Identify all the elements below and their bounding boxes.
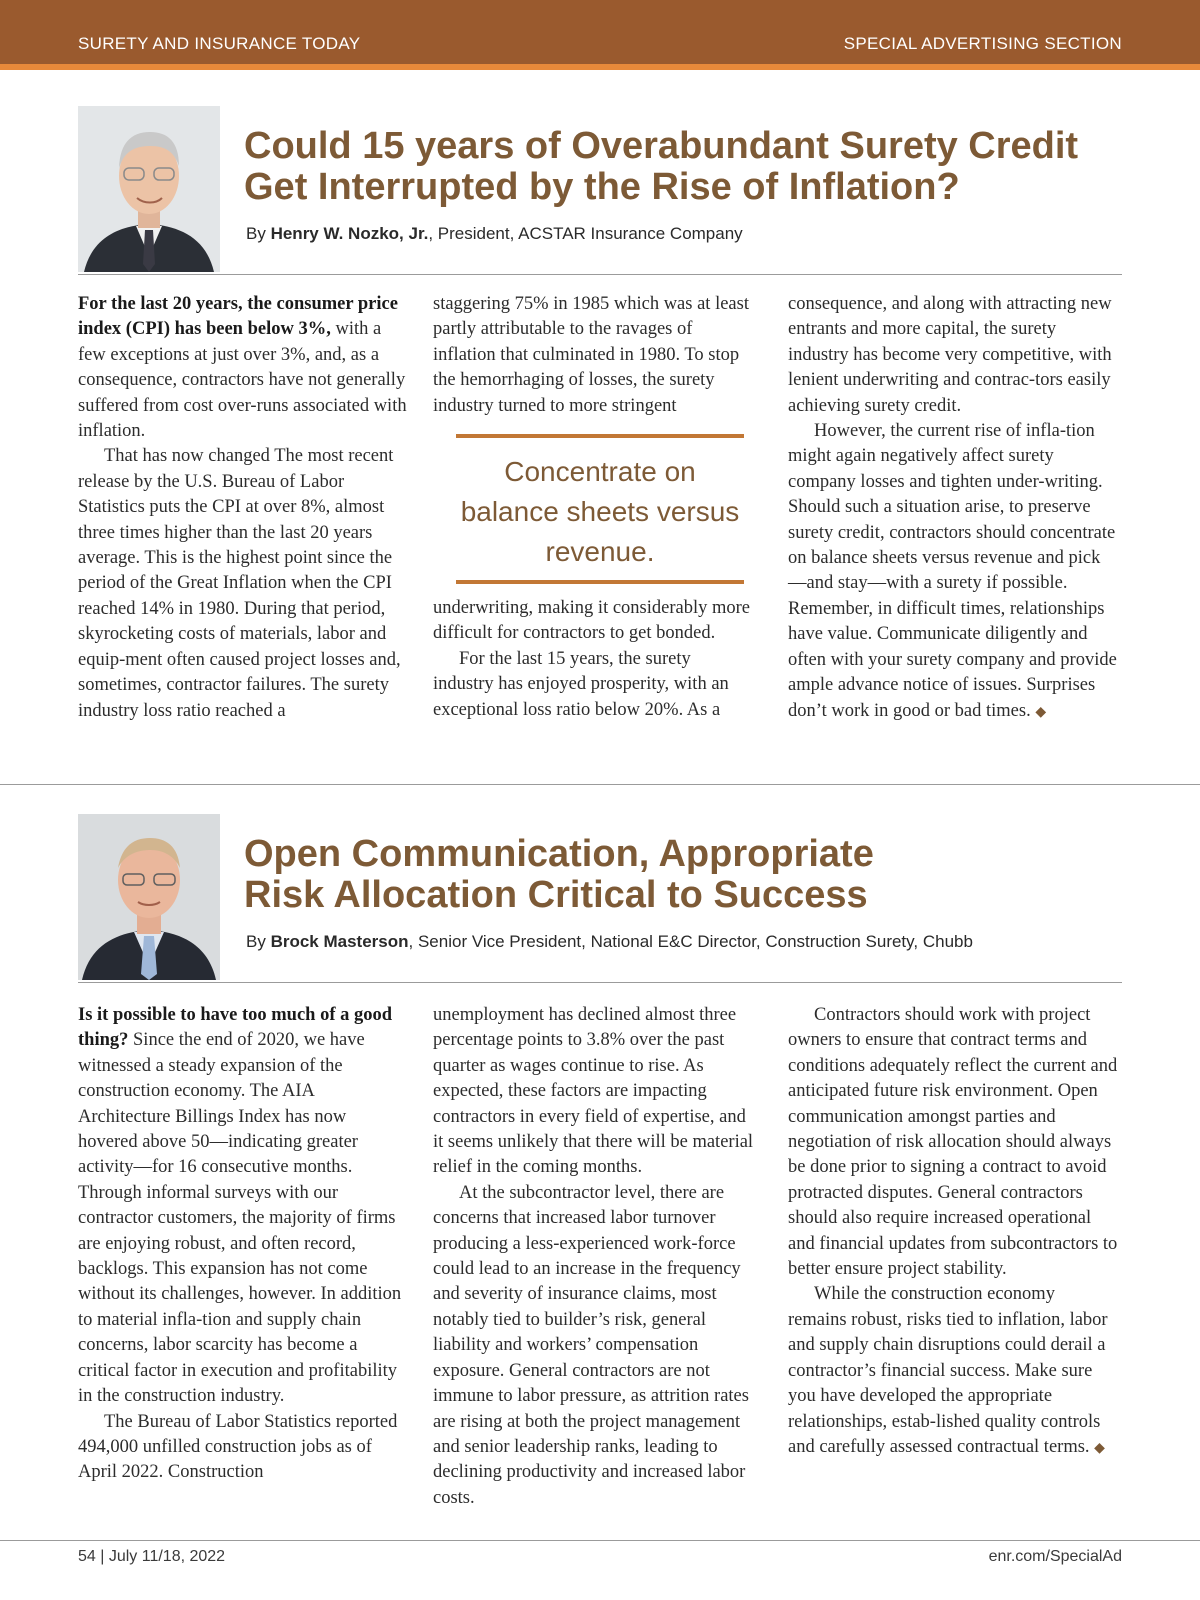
diamond-end-mark-icon: ◆ [1094,1440,1105,1456]
article-2-column-3 [788,1003,1118,1461]
article-1-author-name: Henry W. Nozko, Jr. [270,224,429,243]
byline-prefix: By [246,224,266,243]
article-1-paragraph: That has now changed The most recent release by the U.S. Bureau of Labor Statistics puts the CPI at over 8%, almost three times higher than the last 20 years average. This is the highest point since the period of the Great Inflation when the CPI reached 14% in 1980. During that period, skyrocketing costs of materials, labor and equip-ment often caused project losses and, sometimes, contractor failures. The surety industry loss ratio reached a [78,446,401,721]
article-1-paragraph: underwriting, making it considerably more difficult for contractors to get bonded. [433,598,750,644]
article-2-column-1 [78,1003,408,1486]
article-2-title-line-2: Risk Allocation Critical to Success [244,874,868,916]
article-1-author-role: , President, ACSTAR Insurance Company [428,224,743,243]
article-1-title-rule [78,274,1122,275]
page-number-date: 54 | July 11/18, 2022 [78,1548,226,1565]
article-1-column-3 [788,292,1118,725]
article-1-title [244,126,1124,208]
article-1-paragraph: For the last 15 years, the surety industry has enjoyed prosperity, with an exceptional loss ratio below 20%. As a [433,648,729,720]
article-2-paragraph: While the construction economy remains robust, risks tied to inflation, labor and supply chain disruptions could derail a contractor’s financial success. Make sure you have developed the appropriate relationships, estab-lished quality controls and carefully assessed contractual terms. ◆ [788,1284,1108,1457]
article-2-byline [246,932,1146,952]
article-2-title-line-1: Open Communication, Appropriate [244,833,874,875]
article-1-lead-in: For the last 20 years, the consumer price index (CPI) has been below 3%, [78,294,398,340]
article-1-column-2-bottom [433,596,753,723]
article-2-paragraph: Contractors should work with project owners to ensure that contract terms and conditions adequately reflect the current and anticipated future risk environment. Open communication amongst parties and negotiation of risk allocation should always be done prior to signing a contract to avoid protracted disputes. General contractors should also require increased operational and financial updates from subcontractors to better ensure project stability. [788,1005,1118,1280]
article-2-author-name: Brock Masterson [270,932,409,951]
article-2-paragraph: Is it possible to have too much of a good thing? Since the end of 2020, we have witnessed a steady expansion of the construction economy. The AIA Architecture Billings Index has now hovered above 50—indicating greater activity—for 16 consecutive months. Through informal surveys with our contractor customers, the majority of firms are enjoying robust, and often record, backlogs. This expansion has not come without its challenges, however. In addition to material infla-tion and supply chain concerns, labor scarcity has become a critical factor in execution and profitability in the construction industry. [78,1005,402,1407]
publication-section-label: SURETY AND INSURANCE TODAY [78,34,361,53]
article-1-byline [246,224,1146,244]
article-1-paragraph: However, the current rise of infla-tion might again negatively affect surety company losses and tighten under-writing. Should such a situation arise, to preserve surety credit, contractors should concentrate on balance sheets versus revenue and pick—and stay—with a surety if possible. Remember, in difficult times, relationships have value. Communicate diligently and often with your surety company and provide ample advance notice of issues. Surprises don’t work in good or bad times. ◆ [788,421,1117,721]
article-2-lead-in: Is it possible to have too much of a good thing? [78,1005,393,1051]
article-1-title-line-2: Get Interrupted by the Rise of Inflation? [244,166,960,208]
article-1-column-2-top [433,292,753,419]
byline-prefix: By [246,932,266,951]
article-1-paragraph: consequence, and along with attracting new entrants and more capital, the surety industry has become very competitive, with lenient underwriting and contrac-tors easily achieving surety credit. [788,294,1112,416]
article-2-paragraph: The Bureau of Labor Statistics reported 494,000 unfilled construction jobs as of April 2022. Construction [78,1411,398,1483]
footer-rule [0,1540,1200,1541]
article-1-column-1 [78,292,408,724]
banner-accent-stripe [0,64,1200,70]
article-2-author-role: , Senior Vice President, National E&C Director, Construction Surety, Chubb [408,932,973,951]
diamond-end-mark-icon: ◆ [1035,704,1047,720]
pull-quote: Concentrate on balance sheets versus revenue. [456,434,744,584]
author-photo-nozko [78,106,220,272]
footer-url: enr.com/SpecialAd [988,1548,1122,1565]
article-1-paragraph: staggering 75% in 1985 which was at least partly attributable to the ravages of inflation that culminated in 1980. To stop the hemorrhaging of losses, the surety industry turned to more stringent [433,294,749,416]
article-2-paragraph: At the subcontractor level, there are concerns that increased labor turnover producing a less-experienced work-force could lead to an increase in the frequency and severity of insurance claims, most notably tied to builder’s risk, general liability and workers’ compensation exposure. General contractors are not immune to labor pressure, as attrition rates are rising at both the project management and senior leadership ranks, leading to declining productivity and increased labor costs. [433,1182,749,1508]
article-2-title-rule [78,982,1122,983]
article-1-title-line-1: Could 15 years of Overabundant Surety Credit [244,125,1079,167]
article-2-paragraph: unemployment has declined almost three percentage points to 3.8% over the past quarter as wages continue to rise. As expected, these factors are impacting contractors in every field of expertise, and it seems unlikely that there will be material relief in the coming months. [433,1005,754,1178]
top-banner [0,0,1200,64]
advertising-section-label: SPECIAL ADVERTISING SECTION [843,34,1122,53]
article-2-column-2 [433,1003,758,1511]
section-divider [0,784,1200,785]
author-photo-masterson [78,814,220,980]
article-2-title [244,834,1124,916]
article-1-paragraph: For the last 20 years, the consumer price index (CPI) has been below 3%, with a few exceptions at just over 3%, and, as a consequence, contractors have not generally suffered from cost over-runs associated with inflation. [78,294,407,442]
